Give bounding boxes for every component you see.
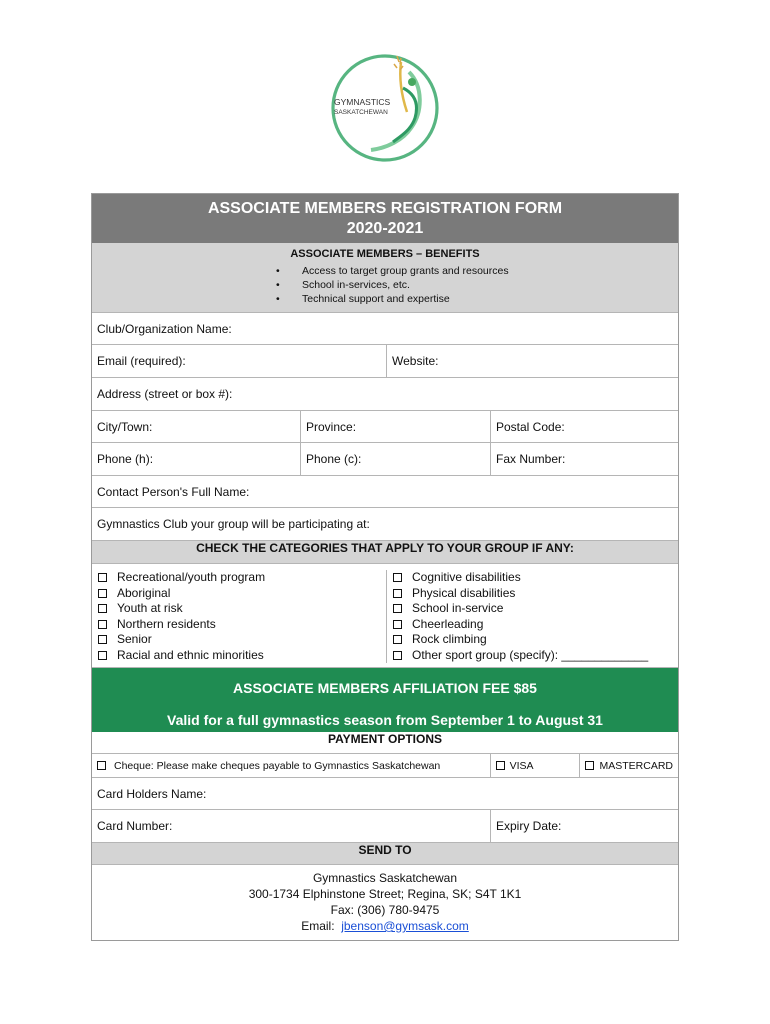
postal-code-field[interactable]: Postal Code: [496, 419, 565, 434]
city-row [92, 411, 678, 443]
category-label: Physical disabilities [412, 585, 516, 600]
checkbox-icon[interactable] [97, 761, 106, 770]
address-field[interactable]: Address (street or box #): [97, 387, 233, 401]
category-label: Other sport group (specify): _____________ [412, 647, 649, 662]
card-number-row [92, 810, 678, 843]
logo-text-line2: SASKATCHEWAN [334, 109, 388, 116]
category-label: Cognitive disabilities [412, 570, 521, 584]
category-checkbox[interactable] [393, 648, 678, 664]
categories-section [92, 564, 678, 668]
category-checkbox[interactable] [98, 648, 386, 664]
gymnastics-saskatchewan-logo [331, 42, 439, 170]
category-label: Rock climbing [412, 632, 487, 646]
category-checkbox[interactable] [393, 570, 678, 586]
checkbox-icon[interactable] [98, 620, 107, 629]
email-website-row [92, 345, 678, 378]
category-checkbox[interactable] [393, 632, 678, 648]
visa-option[interactable] [491, 754, 581, 777]
category-label: Northern residents [117, 616, 216, 631]
category-checkbox[interactable] [393, 617, 678, 633]
category-checkbox[interactable] [98, 586, 386, 602]
category-checkbox[interactable] [98, 570, 386, 586]
category-checkbox[interactable] [98, 601, 386, 617]
contact-row [92, 476, 678, 508]
mastercard-option[interactable] [580, 754, 678, 777]
phone-cell-field[interactable]: Phone (c): [301, 443, 491, 475]
category-label: Aboriginal [117, 585, 171, 600]
benefits-heading: ASSOCIATE MEMBERS – BENEFITS [290, 248, 480, 260]
cheque-option[interactable] [92, 754, 491, 777]
club-participating-row [92, 508, 678, 541]
checkbox-icon[interactable] [393, 604, 402, 613]
send-to-email-line [92, 918, 678, 934]
category-label: Youth at risk [117, 601, 183, 615]
category-label: Senior [117, 632, 152, 646]
email-field[interactable]: Email (required): [92, 345, 387, 377]
fee-banner [92, 668, 678, 732]
category-checkbox[interactable] [98, 632, 386, 648]
province-field[interactable]: Province: [301, 411, 491, 442]
checkbox-icon[interactable] [496, 761, 505, 770]
send-to-org: Gymnastics Saskatchewan [312, 871, 458, 885]
checkbox-icon[interactable] [98, 573, 107, 582]
benefits-list [92, 264, 678, 306]
form-title [92, 194, 678, 243]
registration-form [91, 193, 679, 941]
city-field[interactable]: City/Town: [92, 411, 301, 442]
category-label: School in-service [412, 601, 504, 615]
card-holder-row [92, 778, 678, 810]
club-name-field[interactable]: Club/Organization Name: [97, 321, 232, 336]
checkbox-icon[interactable] [98, 651, 107, 660]
mastercard-label: MASTERCARD [599, 759, 673, 772]
payment-options-heading: PAYMENT OPTIONS [92, 732, 678, 754]
category-label: Recreational/youth program [117, 570, 266, 584]
email-link[interactable]: jbenson@gymsask.com [341, 919, 469, 933]
card-holder-field[interactable]: Card Holders Name: [97, 786, 207, 801]
send-to-heading: SEND TO [92, 843, 678, 865]
benefit-item: • School in-services, etc. [92, 278, 678, 292]
category-label: Cheerleading [412, 616, 484, 631]
category-checkbox[interactable] [393, 586, 678, 602]
categories-left-column [92, 570, 387, 663]
website-field[interactable]: Website: [392, 354, 439, 368]
category-label: Racial and ethnic minorities [117, 647, 264, 662]
cheque-label: Cheque: Please make cheques payable to Gymnastics Saskatchewan [114, 759, 441, 772]
checkbox-icon[interactable] [393, 589, 402, 598]
categories-right-column [387, 570, 678, 663]
payment-options-row [92, 754, 678, 778]
email-label: Email: [301, 919, 335, 933]
address-row [92, 378, 678, 411]
fax-field[interactable]: Fax Number: [496, 452, 566, 466]
fee-validity: Valid for a full gymnastics season from September 1 to August 31 [167, 712, 603, 728]
club-name-row [92, 313, 678, 345]
send-to-section [92, 865, 678, 940]
checkbox-icon[interactable] [393, 651, 402, 660]
checkbox-icon[interactable] [393, 620, 402, 629]
contact-name-field[interactable]: Contact Person's Full Name: [97, 484, 250, 499]
phone-row [92, 443, 678, 476]
checkbox-icon[interactable] [98, 589, 107, 598]
checkbox-icon[interactable] [98, 604, 107, 613]
category-checkbox[interactable] [98, 617, 386, 633]
checkbox-icon[interactable] [393, 573, 402, 582]
form-title-year: 2020-2021 [346, 220, 424, 237]
send-to-address: 300-1734 Elphinstone Street; Regina, SK; S4T 1K1 [248, 887, 522, 901]
visa-label: VISA [509, 759, 534, 772]
benefit-item: • Access to target group grants and resources [92, 264, 678, 278]
checkbox-icon[interactable] [98, 635, 107, 644]
benefit-item: • Technical support and expertise [92, 292, 678, 306]
club-participating-field[interactable]: Gymnastics Club your group will be participating at: [97, 517, 370, 531]
phone-home-field[interactable]: Phone (h): [92, 443, 301, 475]
categories-heading: CHECK THE CATEGORIES THAT APPLY TO YOUR GROUP IF ANY: [92, 541, 678, 564]
category-checkbox[interactable] [393, 601, 678, 617]
checkbox-icon[interactable] [585, 761, 594, 770]
fee-amount: ASSOCIATE MEMBERS AFFILIATION FEE $85 [233, 680, 537, 696]
checkbox-icon[interactable] [393, 635, 402, 644]
benefits-section [92, 243, 678, 313]
expiry-date-field[interactable]: Expiry Date: [496, 819, 562, 833]
logo-text-line1: GYMNASTICS [334, 97, 391, 107]
form-title-line1: ASSOCIATE MEMBERS REGISTRATION FORM [207, 200, 563, 217]
send-to-fax: Fax: (306) 780-9475 [330, 903, 440, 917]
card-number-field[interactable]: Card Number: [92, 810, 491, 842]
